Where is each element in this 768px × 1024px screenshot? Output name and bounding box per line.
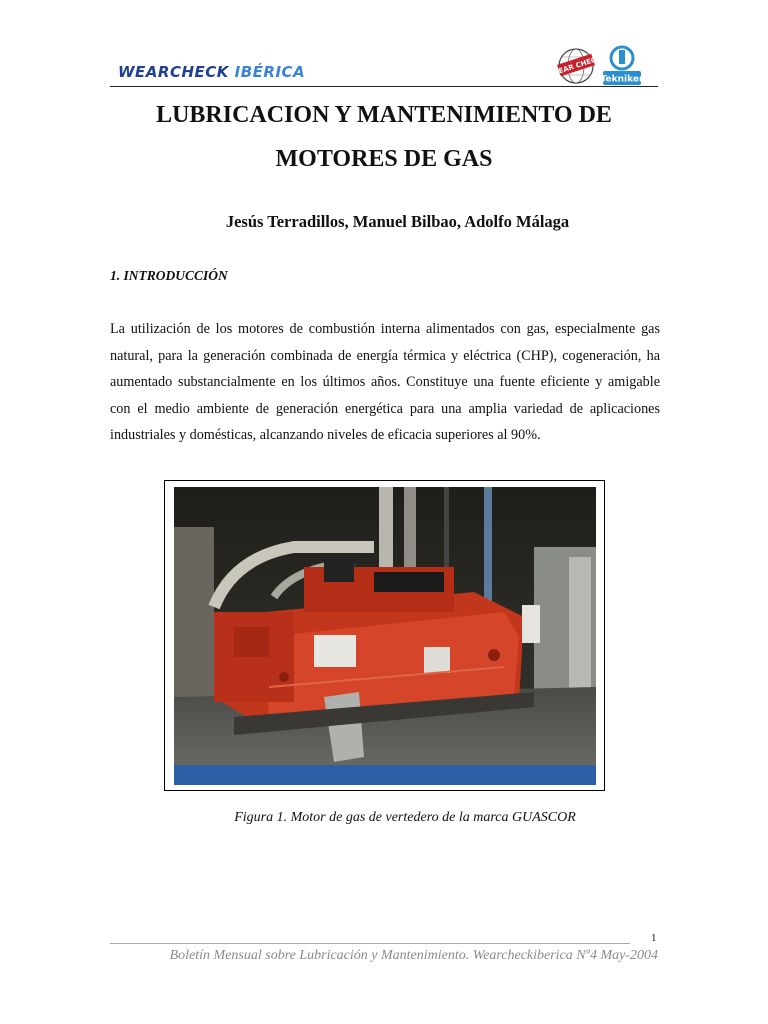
- section-heading: 1. INTRODUCCIÓN: [110, 268, 228, 283]
- svg-text:WEAR CHECK: WEAR CHECK: [550, 54, 603, 78]
- tekniker-logo-icon: [602, 44, 642, 86]
- brand-main: WEARCHECK: [118, 63, 229, 81]
- document-title-line2: MOTORES DE GAS: [275, 146, 493, 172]
- header-brand: [118, 63, 305, 81]
- authors: Jesús Terradillos, Manuel Bilbao, Adolfo Málaga: [225, 212, 570, 231]
- footer-divider: [110, 943, 630, 944]
- figure-caption: Figura 1. Motor de gas de vertedero de la marca GUASCOR: [234, 810, 576, 825]
- brand-accent: IBÉRICA: [234, 63, 306, 81]
- header-divider: [110, 86, 658, 87]
- figure-frame: [164, 480, 605, 791]
- gas-engine-photo: [174, 487, 596, 785]
- page-number: 1: [651, 932, 657, 944]
- footer-text: Boletín Mensual sobre Lubricación y Mantenimiento. Wearcheckiberica Nº4 May-2004: [169, 948, 658, 963]
- wearcheck-globe-logo-icon: [550, 47, 603, 85]
- intro-paragraph: La utilización de los motores de combustión interna alimentados con gas, especialmente gas natural, para la generación combinada de energía térmica y eléctrica (CHP), cogeneración, ha aumentado substancialmente en los últimos años. Constituye una fuente eficiente y amigable con el medio ambiente de generación energética para una amplia variedad de aplicaciones industriales y domésticas, alcanzando niveles de eficacia superiores al 90%.: [110, 321, 660, 443]
- svg-text:Tekniker: Tekniker: [600, 74, 644, 85]
- document-title-line1: LUBRICACION Y MANTENIMIENTO DE: [156, 102, 612, 128]
